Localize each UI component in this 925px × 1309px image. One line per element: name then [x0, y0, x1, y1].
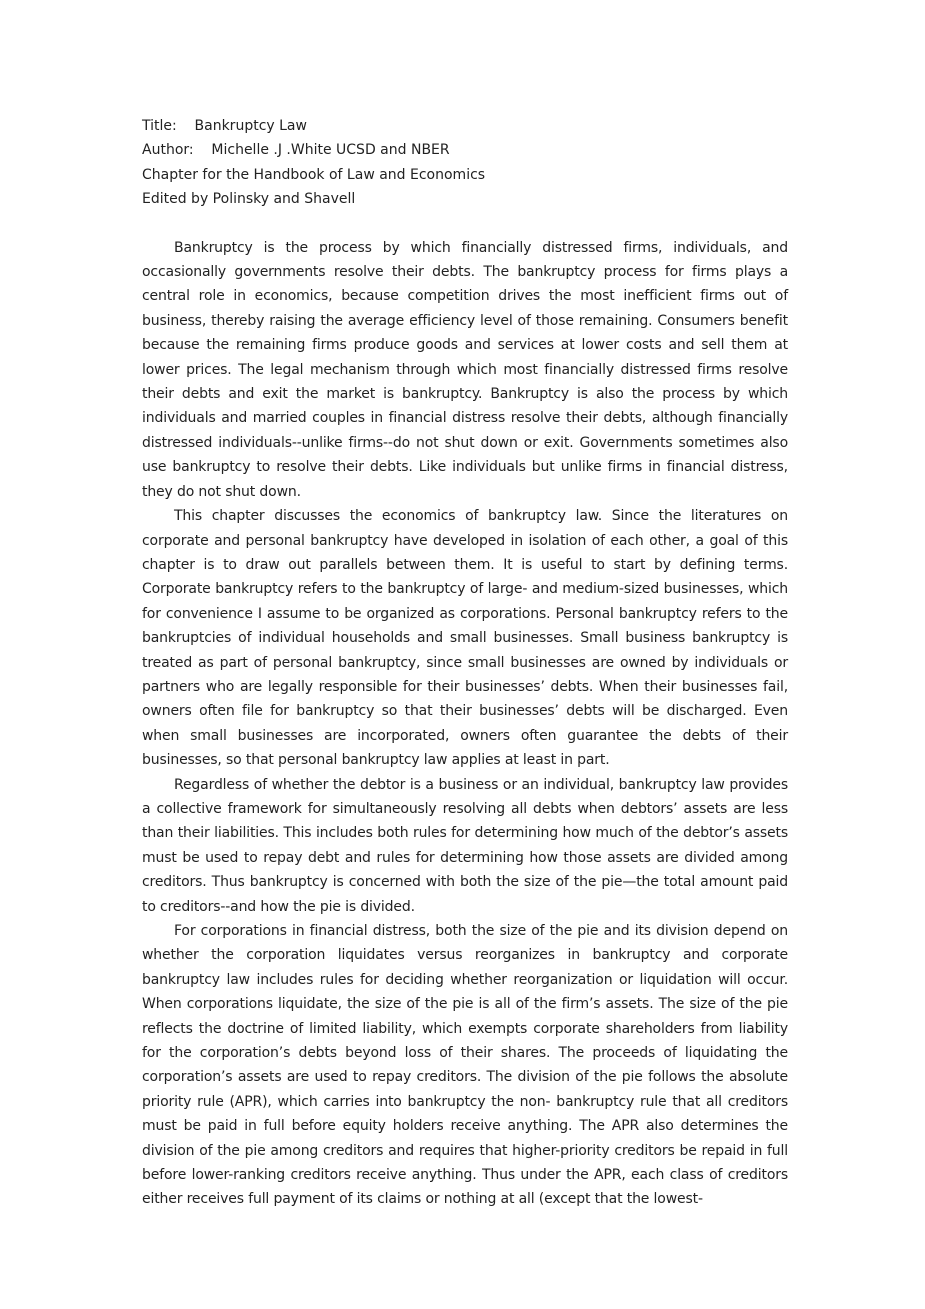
document-body: [142, 236, 788, 1212]
paragraph-3: Regardless of whether the debtor is a business or an individual, bankruptcy law provides a collective framework for simultaneously resolving all debts when debtors’ assets are less than their liabilities. This includes both rules for determining how much of the debtor’s assets must be used to repay debt and rules for determining how those assets are divided among creditors. Thus bankruptcy is concerned with both the size of the pie—the total amount paid to creditors--and how the pie is divided.: [142, 776, 788, 915]
author-line: Author: Michelle .J .White UCSD and NBER: [142, 142, 450, 159]
title-line: Title: Bankruptcy Law: [142, 118, 307, 134]
paragraph-4: For corporations in financial distress, both the size of the pie and its division depend on whether the corporation liquidates versus reorganizes in bankruptcy and corporate bankruptcy law includes rules for deciding whether reorganization or liquidation will occur. When corporations liquidate, the size of the pie is all of the firm’s assets. The size of the pie reflects the doctrine of limited liability, which exempts corporate shareholders from liability for the corporation’s debts beyond loss of their shares. The proceeds of liquidating the corporation’s assets are used to repay creditors. The division of the pie follows the absolute priority rule (APR), which carries into bankruptcy the non- bankruptcy rule that all creditors must be paid in full before equity holders receive anything. The APR also determines the division of the pie among creditors and requires that higher-priority creditors be repaid in full before lower-ranking creditors receive anything. Thus under the APR, each class of creditors either receives full payment of its claims or nothing at all (except that the lowest-: [142, 923, 788, 1208]
editors-line: Edited by Polinsky and Shavell: [142, 191, 356, 208]
paragraph-1: Bankruptcy is the process by which financially distressed firms, individuals, and occasionally governments resolve their debts. The bankruptcy process for firms plays a central role in economics, because competition drives the most inefficient firms out of business, thereby raising the average efficiency level of those remaining. Consumers benefit because the remaining firms produce goods and services at lower costs and sell them at lower prices. The legal mechanism through which most financially distressed firms resolve their debts and exit the market is bankruptcy. Bankruptcy is also the process by which individuals and married couples in financial distress resolve their debts, although financially distressed individuals--unlike firms--do not shut down or exit. Governments sometimes also use bankruptcy to resolve their debts. Like individuals but unlike firms in financial distress, they do not shut down.: [142, 239, 788, 500]
document-header: [142, 114, 788, 212]
paragraph-2: This chapter discusses the economics of bankruptcy law. Since the literatures on corporate and personal bankruptcy have developed in isolation of each other, a goal of this chapter is to draw out parallels between them. It is useful to start by defining terms. Corporate bankruptcy refers to the bankruptcy of large- and medium-sized businesses, which for convenience I assume to be organized as corporations. Personal bankruptcy refers to the bankruptcies of individual households and small businesses. Small business bankruptcy is treated as part of personal bankruptcy, since small businesses are owned by individuals or partners who are legally responsible for their businesses’ debts. When their businesses fail, owners often file for bankruptcy so that their businesses’ debts will be discharged. Even when small businesses are incorporated, owners often guarantee the debts of their businesses, so that personal bankruptcy law applies at least in part.: [142, 508, 788, 769]
document-page: [142, 114, 788, 1212]
chapter-line: Chapter for the Handbook of Law and Economics: [142, 166, 486, 183]
